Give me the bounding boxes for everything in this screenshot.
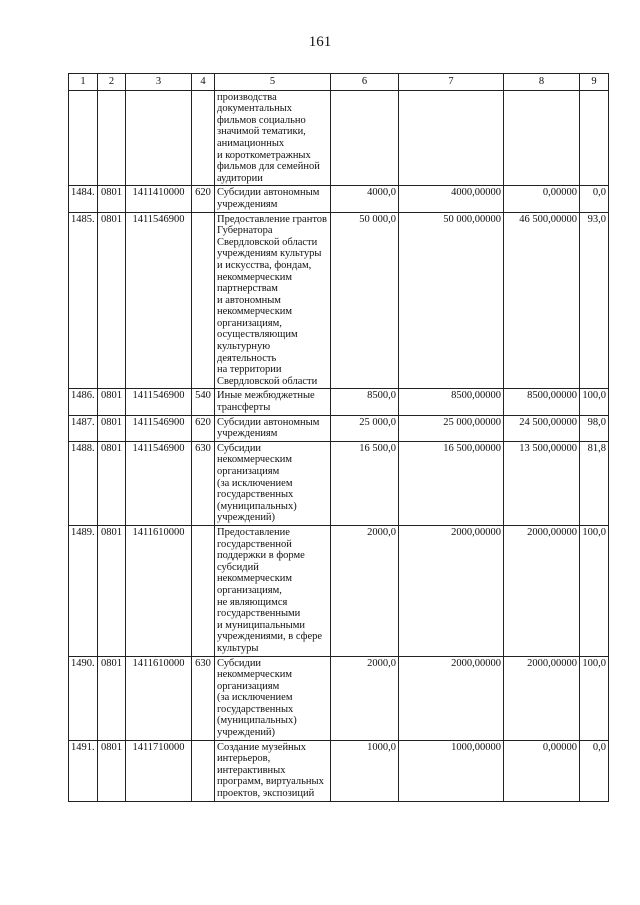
executed-amount: [399, 90, 504, 186]
column-header: 2: [98, 74, 126, 91]
expense-type-code: [192, 212, 215, 389]
item-name: Создание музейных интерьеров, интерактивных программ, виртуальных проектов, экспозиций: [215, 740, 331, 801]
executed-amount: 2000,00000: [399, 656, 504, 740]
section-code: [98, 90, 126, 186]
table-row: [69, 186, 609, 212]
section-code: 0801: [98, 212, 126, 389]
column-header: 7: [399, 74, 504, 91]
expense-type-code: [192, 740, 215, 801]
column-header: 1: [69, 74, 98, 91]
column-header: 9: [580, 74, 609, 91]
expense-type-code: 620: [192, 186, 215, 212]
target-code: 1411410000: [126, 186, 192, 212]
planned-amount: 2000,0: [331, 525, 399, 656]
paid-amount: [504, 90, 580, 186]
table-row: [69, 415, 609, 441]
section-code: 0801: [98, 415, 126, 441]
table-row: [69, 656, 609, 740]
expense-type-code: 630: [192, 441, 215, 525]
table-row: [69, 90, 609, 186]
execution-percent: 0,0: [580, 186, 609, 212]
column-header: 3: [126, 74, 192, 91]
executed-amount: 2000,00000: [399, 525, 504, 656]
section-code: 0801: [98, 441, 126, 525]
item-name: Субсидии некоммерческим организациям (за исключением государственных (муниципальных) учреждений): [215, 656, 331, 740]
paid-amount: 0,00000: [504, 740, 580, 801]
execution-percent: 81,8: [580, 441, 609, 525]
item-name: Субсидии автономным учреждениям: [215, 186, 331, 212]
target-code: 1411546900: [126, 389, 192, 415]
target-code: 1411610000: [126, 525, 192, 656]
paid-amount: 8500,00000: [504, 389, 580, 415]
planned-amount: 4000,0: [331, 186, 399, 212]
section-code: 0801: [98, 525, 126, 656]
expense-type-code: 540: [192, 389, 215, 415]
paid-amount: 2000,00000: [504, 656, 580, 740]
column-header: 5: [215, 74, 331, 91]
paid-amount: 24 500,00000: [504, 415, 580, 441]
page-number: 161: [308, 34, 332, 50]
executed-amount: 1000,00000: [399, 740, 504, 801]
item-name: Предоставление государственной поддержки в форме субсидий некоммерческим организациям, не являющимся государственными и муниципальными учреждениями, в сфере культуры: [215, 525, 331, 656]
planned-amount: 16 500,0: [331, 441, 399, 525]
execution-percent: 0,0: [580, 740, 609, 801]
row-number: 1490.: [69, 656, 98, 740]
expense-type-code: 630: [192, 656, 215, 740]
column-header: 6: [331, 74, 399, 91]
column-header: 8: [504, 74, 580, 91]
table-row: [69, 441, 609, 525]
row-number: 1486.: [69, 389, 98, 415]
planned-amount: 25 000,0: [331, 415, 399, 441]
row-number: 1485.: [69, 212, 98, 389]
expense-type-code: [192, 525, 215, 656]
execution-percent: 93,0: [580, 212, 609, 389]
target-code: [126, 90, 192, 186]
execution-percent: 98,0: [580, 415, 609, 441]
planned-amount: 8500,0: [331, 389, 399, 415]
target-code: 1411546900: [126, 212, 192, 389]
executed-amount: 8500,00000: [399, 389, 504, 415]
target-code: 1411710000: [126, 740, 192, 801]
target-code: 1411610000: [126, 656, 192, 740]
target-code: 1411546900: [126, 415, 192, 441]
executed-amount: 4000,00000: [399, 186, 504, 212]
paid-amount: 0,00000: [504, 186, 580, 212]
execution-percent: 100,0: [580, 656, 609, 740]
row-number: 1487.: [69, 415, 98, 441]
paid-amount: 46 500,00000: [504, 212, 580, 389]
executed-amount: 25 000,00000: [399, 415, 504, 441]
table-header-row: [69, 74, 609, 91]
execution-percent: [580, 90, 609, 186]
planned-amount: 1000,0: [331, 740, 399, 801]
row-number: 1484.: [69, 186, 98, 212]
column-header: 4: [192, 74, 215, 91]
item-name: Предоставление грантов Губернатора Свердловской области учреждениям культуры и искусства, фондам, некоммерческим партнерствам и автономным некоммерческим организациям, осуществляющим культурную деятельность на территории Свердловской области: [215, 212, 331, 389]
row-number: 1488.: [69, 441, 98, 525]
execution-percent: 100,0: [580, 389, 609, 415]
row-number: 1491.: [69, 740, 98, 801]
table-row: [69, 389, 609, 415]
planned-amount: 50 000,0: [331, 212, 399, 389]
section-code: 0801: [98, 186, 126, 212]
table-row: [69, 212, 609, 389]
expense-type-code: 620: [192, 415, 215, 441]
executed-amount: 50 000,00000: [399, 212, 504, 389]
planned-amount: [331, 90, 399, 186]
section-code: 0801: [98, 656, 126, 740]
execution-percent: 100,0: [580, 525, 609, 656]
item-name: производства документальных фильмов социально значимой тематики, анимационных и короткометражных фильмов для семейной аудитории: [215, 90, 331, 186]
table-row: [69, 525, 609, 656]
paid-amount: 13 500,00000: [504, 441, 580, 525]
row-number: [69, 90, 98, 186]
budget-table: [68, 73, 609, 802]
row-number: 1489.: [69, 525, 98, 656]
planned-amount: 2000,0: [331, 656, 399, 740]
section-code: 0801: [98, 389, 126, 415]
executed-amount: 16 500,00000: [399, 441, 504, 525]
item-name: Субсидии некоммерческим организациям (за исключением государственных (муниципальных) учреждений): [215, 441, 331, 525]
expense-type-code: [192, 90, 215, 186]
section-code: 0801: [98, 740, 126, 801]
table-row: [69, 740, 609, 801]
paid-amount: 2000,00000: [504, 525, 580, 656]
item-name: Иные межбюджетные трансферты: [215, 389, 331, 415]
target-code: 1411546900: [126, 441, 192, 525]
item-name: Субсидии автономным учреждениям: [215, 415, 331, 441]
